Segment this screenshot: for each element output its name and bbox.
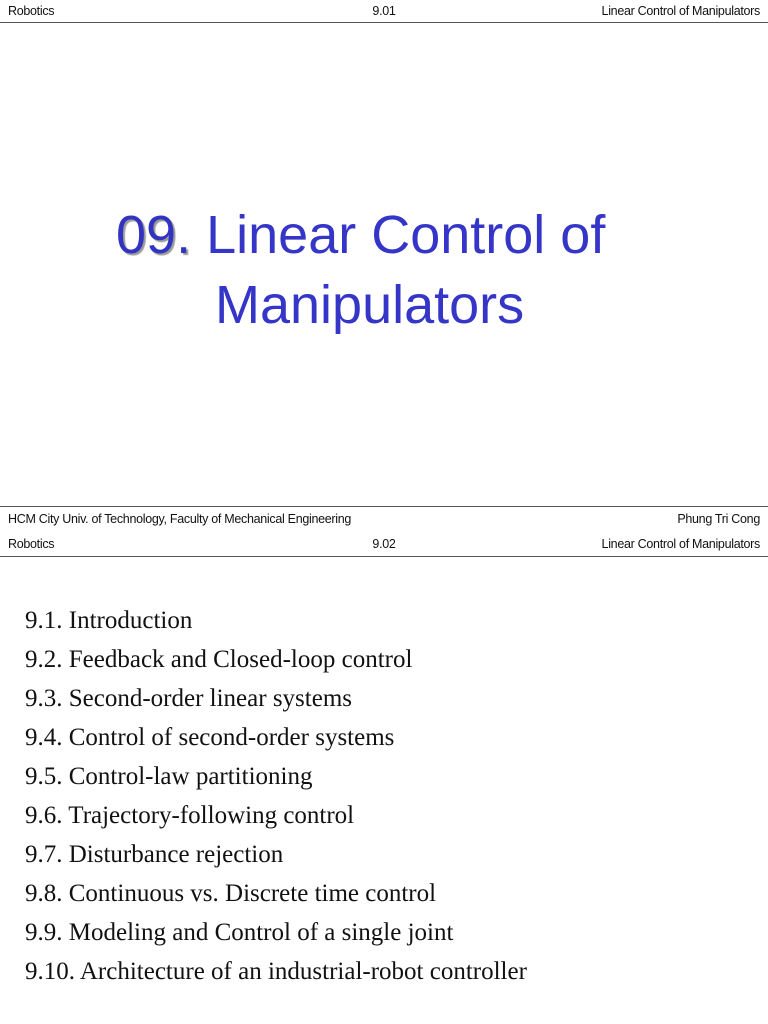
toc-item: 9.8. Continuous vs. Discrete time control [25, 880, 437, 907]
toc-item: 9.1. Introduction [25, 607, 193, 634]
toc-item: 9.3. Second-order linear systems [25, 685, 353, 712]
header-slide-number: 9.02 [372, 537, 396, 551]
toc-item: 9.6. Trajectory-following control [25, 802, 355, 829]
header-chapter-title: Linear Control of Manipulators [601, 4, 760, 18]
header-divider [0, 556, 768, 557]
slide1-header [0, 0, 768, 22]
slide2-header [0, 533, 768, 555]
toc-item: 9.4. Control of second-order systems [25, 724, 395, 751]
chapter-number: 09. [116, 205, 192, 265]
title-text-1: Linear Control of [206, 205, 606, 265]
toc-item: 9.9. Modeling and Control of a single joint [25, 919, 454, 946]
title-line-1 [116, 200, 605, 270]
header-course: Robotics [8, 537, 55, 551]
toc-item: 9.10. Architecture of an industrial-robot controller [25, 958, 527, 985]
toc-item: 9.5. Control-law partitioning [25, 763, 313, 790]
header-chapter-title: Linear Control of Manipulators [601, 537, 760, 551]
slide1-footer [0, 507, 768, 531]
toc-item: 9.7. Disturbance rejection [25, 841, 284, 868]
header-divider [0, 22, 768, 23]
header-course: Robotics [8, 4, 55, 18]
footer-institution: HCM City Univ. of Technology, Faculty of Mechanical Engineering [8, 512, 352, 526]
footer-author: Phung Tri Cong [677, 512, 760, 526]
title-line-2: Manipulators [215, 275, 525, 335]
header-slide-number: 9.01 [372, 4, 396, 18]
toc-item: 9.2. Feedback and Closed-loop control [25, 646, 413, 673]
table-of-contents [25, 603, 527, 993]
